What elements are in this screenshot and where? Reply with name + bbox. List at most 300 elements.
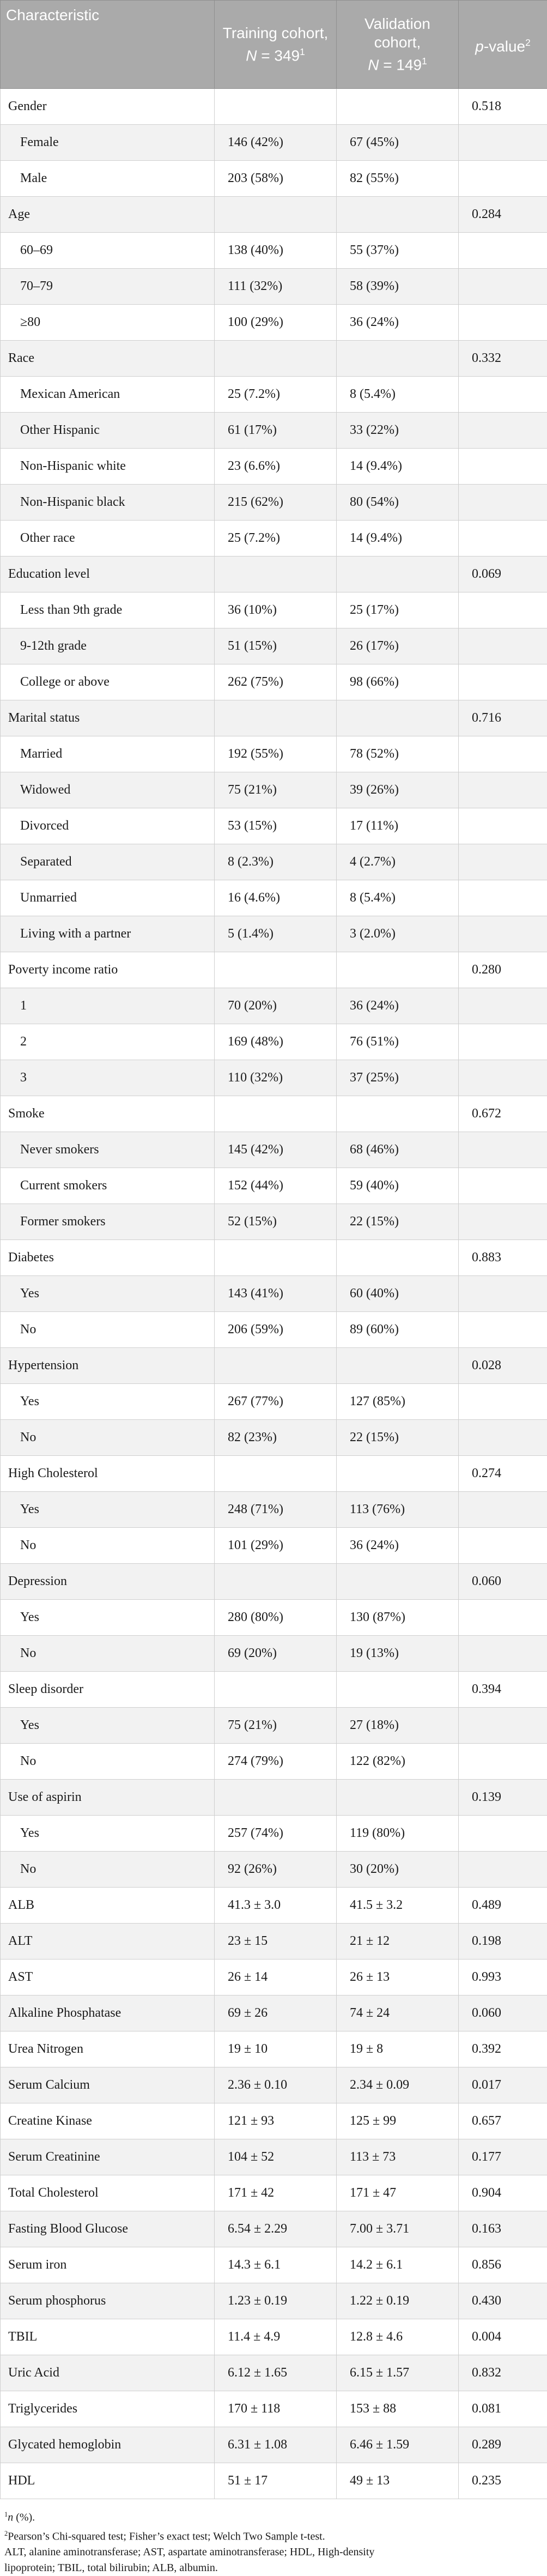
training-value: 26 ± 14 (215, 1960, 337, 1996)
p-value (459, 1132, 547, 1168)
p-value (459, 808, 547, 844)
table-row (1, 557, 547, 592)
training-value: 69 (20%) (215, 1636, 337, 1672)
table-row (1, 125, 547, 161)
header-p-value (459, 1, 547, 89)
table-row (1, 1780, 547, 1816)
header-training-n-label: N (246, 47, 257, 64)
p-value: 0.430 (459, 2283, 547, 2319)
table-row (1, 1924, 547, 1960)
validation-value: 74 ± 24 (337, 1996, 459, 2031)
training-value: 2.36 ± 0.10 (215, 2067, 337, 2103)
validation-value: 36 (24%) (337, 1528, 459, 1564)
row-label: Depression (1, 1564, 215, 1600)
validation-value (337, 1456, 459, 1492)
p-value (459, 1276, 547, 1312)
p-value (459, 413, 547, 449)
validation-value: 60 (40%) (337, 1276, 459, 1312)
p-value (459, 1384, 547, 1420)
row-label: Race (1, 341, 215, 377)
p-value (459, 1852, 547, 1888)
p-value (459, 1060, 547, 1096)
table-row (1, 1744, 547, 1780)
p-value (459, 449, 547, 485)
validation-value: 17 (11%) (337, 808, 459, 844)
table-row (1, 197, 547, 233)
validation-value: 26 (17%) (337, 628, 459, 664)
table-row (1, 2319, 547, 2355)
training-value: 146 (42%) (215, 125, 337, 161)
row-label: No (1, 1636, 215, 1672)
training-value: 121 ± 93 (215, 2103, 337, 2139)
p-value: 0.060 (459, 1564, 547, 1600)
table-row (1, 2355, 547, 2391)
row-label: Urea Nitrogen (1, 2031, 215, 2067)
validation-value: 153 ± 88 (337, 2391, 459, 2427)
validation-value: 119 (80%) (337, 1816, 459, 1852)
table-row (1, 772, 547, 808)
table-row (1, 1492, 547, 1528)
table-row (1, 1600, 547, 1636)
row-label: Yes (1, 1708, 215, 1744)
validation-value: 2.34 ± 0.09 (337, 2067, 459, 2103)
training-value: 16 (4.6%) (215, 880, 337, 916)
table-row (1, 1276, 547, 1312)
table-row (1, 808, 547, 844)
row-label: 1 (1, 988, 215, 1024)
table-row (1, 1672, 547, 1708)
row-label: Widowed (1, 772, 215, 808)
row-label: No (1, 1420, 215, 1456)
p-value: 0.139 (459, 1780, 547, 1816)
training-value: 6.12 ± 1.65 (215, 2355, 337, 2391)
validation-value: 6.46 ± 1.59 (337, 2427, 459, 2463)
p-value (459, 664, 547, 700)
p-value (459, 1420, 547, 1456)
row-label: Yes (1, 1600, 215, 1636)
p-value (459, 1528, 547, 1564)
training-value: 169 (48%) (215, 1024, 337, 1060)
p-value: 0.716 (459, 700, 547, 736)
validation-value: 82 (55%) (337, 161, 459, 197)
header-validation-n-label: N (368, 56, 379, 73)
table-row (1, 89, 547, 125)
row-label: Creatine Kinase (1, 2103, 215, 2139)
footnote-1 (4, 2507, 543, 2526)
training-value: 170 ± 118 (215, 2391, 337, 2427)
validation-value: 21 ± 12 (337, 1924, 459, 1960)
table-row (1, 1312, 547, 1348)
validation-value: 7.00 ± 3.71 (337, 2211, 459, 2247)
p-value (459, 592, 547, 628)
p-value: 0.392 (459, 2031, 547, 2067)
validation-value: 4 (2.7%) (337, 844, 459, 880)
training-value: 1.23 ± 0.19 (215, 2283, 337, 2319)
training-value: 23 ± 15 (215, 1924, 337, 1960)
row-label: Married (1, 736, 215, 772)
p-value: 0.274 (459, 1456, 547, 1492)
header-training (215, 1, 337, 89)
table-row (1, 1240, 547, 1276)
abbreviations-line-2: lipoprotein; TBIL, total bilirubin; ALB, albumin. (4, 2560, 543, 2576)
training-value: 192 (55%) (215, 736, 337, 772)
table-row (1, 269, 547, 305)
validation-value: 14 (9.4%) (337, 449, 459, 485)
footnotes (0, 2499, 547, 2576)
validation-value: 98 (66%) (337, 664, 459, 700)
p-value (459, 844, 547, 880)
training-value: 92 (26%) (215, 1852, 337, 1888)
p-value (459, 880, 547, 916)
row-label: Yes (1, 1384, 215, 1420)
training-value: 11.4 ± 4.9 (215, 2319, 337, 2355)
validation-value: 41.5 ± 3.2 (337, 1888, 459, 1924)
validation-value: 14.2 ± 6.1 (337, 2247, 459, 2283)
table-row (1, 377, 547, 413)
row-label: No (1, 1852, 215, 1888)
training-value: 267 (77%) (215, 1384, 337, 1420)
row-label: Age (1, 197, 215, 233)
footnote-2-marker: 2 (4, 2530, 8, 2537)
row-label: 70–79 (1, 269, 215, 305)
row-label: Mexican American (1, 377, 215, 413)
training-value (215, 557, 337, 592)
validation-value: 8 (5.4%) (337, 377, 459, 413)
validation-value: 80 (54%) (337, 485, 459, 521)
table-row (1, 1204, 547, 1240)
table-row (1, 700, 547, 736)
p-value (459, 377, 547, 413)
table-row (1, 2139, 547, 2175)
training-value: 14.3 ± 6.1 (215, 2247, 337, 2283)
table-row (1, 2463, 547, 2499)
training-value: 143 (41%) (215, 1276, 337, 1312)
training-value (215, 700, 337, 736)
validation-value: 67 (45%) (337, 125, 459, 161)
training-value: 51 (15%) (215, 628, 337, 664)
training-value: 70 (20%) (215, 988, 337, 1024)
table-row (1, 2031, 547, 2067)
training-value: 257 (74%) (215, 1816, 337, 1852)
table-row (1, 1996, 547, 2031)
training-value: 206 (59%) (215, 1312, 337, 1348)
training-value (215, 89, 337, 125)
validation-value: 122 (82%) (337, 1744, 459, 1780)
training-value: 69 ± 26 (215, 1996, 337, 2031)
validation-value: 127 (85%) (337, 1384, 459, 1420)
row-label: ALT (1, 1924, 215, 1960)
training-value (215, 1096, 337, 1132)
training-value: 53 (15%) (215, 808, 337, 844)
validation-value: 36 (24%) (337, 305, 459, 341)
training-value: 5 (1.4%) (215, 916, 337, 952)
validation-value: 59 (40%) (337, 1168, 459, 1204)
p-value (459, 916, 547, 952)
row-label: No (1, 1744, 215, 1780)
validation-value: 25 (17%) (337, 592, 459, 628)
header-validation (337, 1, 459, 89)
table-row (1, 1888, 547, 1924)
p-value: 0.280 (459, 952, 547, 988)
row-label: Yes (1, 1492, 215, 1528)
header-validation-n: = 149 (379, 56, 422, 73)
row-label: Education level (1, 557, 215, 592)
row-label: Serum Creatinine (1, 2139, 215, 2175)
validation-value: 12.8 ± 4.6 (337, 2319, 459, 2355)
header-validation-sup: 1 (422, 56, 427, 66)
abbreviations-line-1: ALT, alanine aminotransferase; AST, aspartate aminotransferase; HDL, High-density (4, 2544, 543, 2560)
validation-value (337, 341, 459, 377)
p-value: 0.060 (459, 1996, 547, 2031)
row-label: Unmarried (1, 880, 215, 916)
table-row (1, 1528, 547, 1564)
p-value (459, 1744, 547, 1780)
validation-value (337, 89, 459, 125)
row-label: Smoke (1, 1096, 215, 1132)
validation-value: 19 ± 8 (337, 2031, 459, 2067)
table-row (1, 952, 547, 988)
validation-value: 58 (39%) (337, 269, 459, 305)
row-label: No (1, 1312, 215, 1348)
validation-value (337, 952, 459, 988)
table-row (1, 628, 547, 664)
header-characteristic (1, 1, 215, 89)
table-row (1, 341, 547, 377)
row-label: Serum iron (1, 2247, 215, 2283)
row-label: Less than 9th grade (1, 592, 215, 628)
training-value: 25 (7.2%) (215, 377, 337, 413)
validation-value: 8 (5.4%) (337, 880, 459, 916)
validation-value: 68 (46%) (337, 1132, 459, 1168)
validation-value: 19 (13%) (337, 1636, 459, 1672)
training-value (215, 1780, 337, 1816)
training-value: 152 (44%) (215, 1168, 337, 1204)
p-value (459, 521, 547, 557)
p-value: 0.069 (459, 557, 547, 592)
training-value: 171 ± 42 (215, 2175, 337, 2211)
training-value (215, 341, 337, 377)
row-label: Triglycerides (1, 2391, 215, 2427)
row-label: Uric Acid (1, 2355, 215, 2391)
table-row (1, 1456, 547, 1492)
p-value (459, 305, 547, 341)
p-value (459, 233, 547, 269)
training-value: 6.31 ± 1.08 (215, 2427, 337, 2463)
row-label: 3 (1, 1060, 215, 1096)
p-value: 0.394 (459, 1672, 547, 1708)
validation-value: 49 ± 13 (337, 2463, 459, 2499)
training-value: 215 (62%) (215, 485, 337, 521)
training-value: 41.3 ± 3.0 (215, 1888, 337, 1924)
p-value: 0.284 (459, 197, 547, 233)
table-row (1, 664, 547, 700)
table-row (1, 1708, 547, 1744)
row-label: 60–69 (1, 233, 215, 269)
header-characteristic-label: Characteristic (6, 7, 99, 23)
p-value (459, 1708, 547, 1744)
p-value: 0.163 (459, 2211, 547, 2247)
training-value: 61 (17%) (215, 413, 337, 449)
table-row (1, 1564, 547, 1600)
p-value: 0.904 (459, 2175, 547, 2211)
training-value: 23 (6.6%) (215, 449, 337, 485)
validation-value: 37 (25%) (337, 1060, 459, 1096)
p-value (459, 1168, 547, 1204)
validation-value: 14 (9.4%) (337, 521, 459, 557)
row-label: Gender (1, 89, 215, 125)
row-label: Diabetes (1, 1240, 215, 1276)
row-label: Sleep disorder (1, 1672, 215, 1708)
training-value: 104 ± 52 (215, 2139, 337, 2175)
p-value (459, 485, 547, 521)
validation-value (337, 1240, 459, 1276)
training-value: 138 (40%) (215, 233, 337, 269)
header-p-rest: -value (484, 38, 525, 55)
footnote-1-n: n (8, 2512, 13, 2524)
training-value: 248 (71%) (215, 1492, 337, 1528)
p-value: 0.993 (459, 1960, 547, 1996)
row-label: 2 (1, 1024, 215, 1060)
training-value: 82 (23%) (215, 1420, 337, 1456)
table-row (1, 916, 547, 952)
header-training-line1: Training cohort, (223, 25, 329, 41)
header-p-label: p (475, 38, 484, 55)
p-value: 0.004 (459, 2319, 547, 2355)
table-row (1, 1384, 547, 1420)
row-label: No (1, 1528, 215, 1564)
p-value: 0.856 (459, 2247, 547, 2283)
training-value (215, 197, 337, 233)
validation-value: 22 (15%) (337, 1204, 459, 1240)
validation-value (337, 1780, 459, 1816)
row-label: AST (1, 1960, 215, 1996)
footnote-1-marker: 1 (4, 2511, 8, 2518)
validation-value: 78 (52%) (337, 736, 459, 772)
p-value: 0.489 (459, 1888, 547, 1924)
row-label: Alkaline Phosphatase (1, 1996, 215, 2031)
validation-value: 125 ± 99 (337, 2103, 459, 2139)
training-value: 101 (29%) (215, 1528, 337, 1564)
p-value (459, 269, 547, 305)
p-value (459, 628, 547, 664)
p-value (459, 1204, 547, 1240)
training-value: 19 ± 10 (215, 2031, 337, 2067)
training-value (215, 1348, 337, 1384)
row-label: Divorced (1, 808, 215, 844)
training-value: 110 (32%) (215, 1060, 337, 1096)
training-value: 280 (80%) (215, 1600, 337, 1636)
row-label: Female (1, 125, 215, 161)
row-label: Current smokers (1, 1168, 215, 1204)
validation-value: 26 ± 13 (337, 1960, 459, 1996)
table-row (1, 2283, 547, 2319)
header-training-n: = 349 (257, 47, 300, 64)
table-row (1, 844, 547, 880)
validation-value: 171 ± 47 (337, 2175, 459, 2211)
p-value: 0.518 (459, 89, 547, 125)
validation-value: 130 (87%) (337, 1600, 459, 1636)
p-value (459, 1600, 547, 1636)
p-value: 0.081 (459, 2391, 547, 2427)
table-row (1, 1816, 547, 1852)
row-label: HDL (1, 2463, 215, 2499)
row-label: Non-Hispanic black (1, 485, 215, 521)
table-row (1, 2427, 547, 2463)
training-value: 262 (75%) (215, 664, 337, 700)
footnote-1-text: (%). (13, 2512, 35, 2524)
row-label: Total Cholesterol (1, 2175, 215, 2211)
p-value (459, 772, 547, 808)
header-p-sup: 2 (525, 37, 531, 48)
p-value: 0.883 (459, 1240, 547, 1276)
table-row (1, 305, 547, 341)
validation-value: 39 (26%) (337, 772, 459, 808)
validation-value: 30 (20%) (337, 1852, 459, 1888)
validation-value: 27 (18%) (337, 1708, 459, 1744)
footnote-2 (4, 2526, 543, 2545)
training-value: 111 (32%) (215, 269, 337, 305)
training-value: 75 (21%) (215, 1708, 337, 1744)
table-row (1, 1636, 547, 1672)
row-label: Yes (1, 1276, 215, 1312)
row-label: ≥80 (1, 305, 215, 341)
table-header (1, 1, 547, 89)
validation-value (337, 700, 459, 736)
validation-value: 76 (51%) (337, 1024, 459, 1060)
p-value: 0.235 (459, 2463, 547, 2499)
table-row (1, 1024, 547, 1060)
table-row (1, 1420, 547, 1456)
row-label: Hypertension (1, 1348, 215, 1384)
table-row (1, 1168, 547, 1204)
table-row (1, 1348, 547, 1384)
row-label: Living with a partner (1, 916, 215, 952)
row-label: ALB (1, 1888, 215, 1924)
training-value: 52 (15%) (215, 1204, 337, 1240)
p-value (459, 1636, 547, 1672)
validation-value (337, 1672, 459, 1708)
training-value: 203 (58%) (215, 161, 337, 197)
training-value (215, 952, 337, 988)
table-row (1, 2067, 547, 2103)
row-label: Glycated hemoglobin (1, 2427, 215, 2463)
table-row (1, 233, 547, 269)
row-label: Use of aspirin (1, 1780, 215, 1816)
table-row (1, 1060, 547, 1096)
table-row (1, 1852, 547, 1888)
p-value (459, 1312, 547, 1348)
validation-value: 6.15 ± 1.57 (337, 2355, 459, 2391)
validation-value: 55 (37%) (337, 233, 459, 269)
validation-value: 36 (24%) (337, 988, 459, 1024)
validation-value (337, 197, 459, 233)
table-row (1, 1132, 547, 1168)
table-row (1, 2211, 547, 2247)
table-row (1, 736, 547, 772)
p-value (459, 1816, 547, 1852)
row-label: Fasting Blood Glucose (1, 2211, 215, 2247)
training-value: 51 ± 17 (215, 2463, 337, 2499)
table-body (1, 89, 547, 2499)
row-label: College or above (1, 664, 215, 700)
validation-value: 3 (2.0%) (337, 916, 459, 952)
table-row (1, 592, 547, 628)
training-value: 145 (42%) (215, 1132, 337, 1168)
training-value: 6.54 ± 2.29 (215, 2211, 337, 2247)
footnote-2-text: Pearson’s Chi-squared test; Fisher’s exact test; Welch Two Sample t-test. (8, 2530, 325, 2542)
table-row (1, 880, 547, 916)
training-value: 100 (29%) (215, 305, 337, 341)
